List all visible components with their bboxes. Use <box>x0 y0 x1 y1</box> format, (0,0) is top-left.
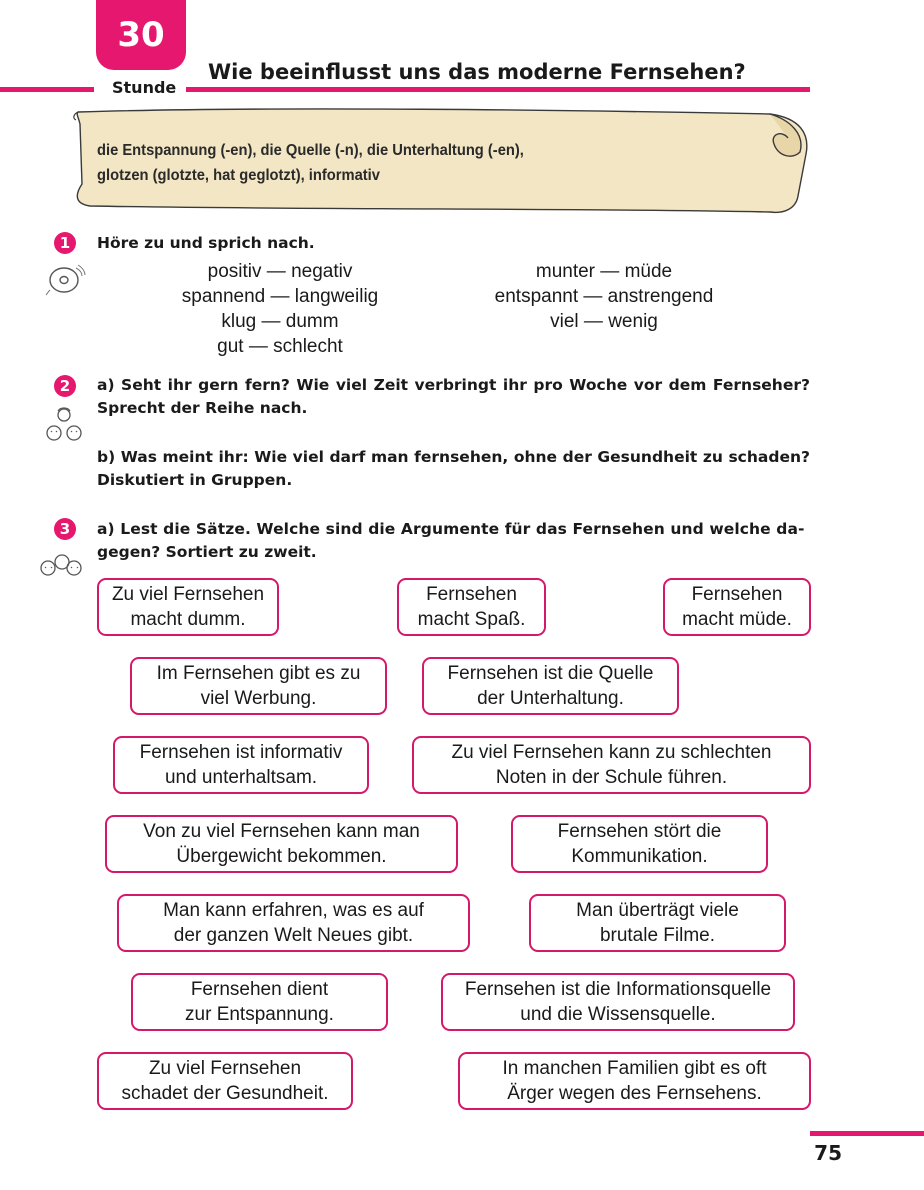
exercise-3a-instruction <box>97 518 810 564</box>
sentence-card[interactable]: Fernsehen ist die Quelle der Unterhaltung. <box>422 657 679 715</box>
vocabulary-line-2: glotzen (glotzte, hat geglotzt), informativ <box>97 167 380 184</box>
word-pairs-left <box>130 259 430 359</box>
word-pair: spannend — langweilig <box>181 286 379 307</box>
word-pair: entspannt — anstrengend <box>494 286 714 307</box>
exercise-3a-line-2: gegen? Sortiert zu zweit. <box>97 543 317 561</box>
sentence-card[interactable]: Fernsehen stört die Kommunikation. <box>511 815 768 873</box>
exercise-2-number: 2 <box>54 375 76 397</box>
exercise-1-number: 1 <box>54 232 76 254</box>
group-talk-icon <box>36 548 86 580</box>
word-pairs-right <box>454 259 754 334</box>
word-pair: positiv — negativ <box>207 261 353 282</box>
sentence-card[interactable]: Zu viel Fernsehen macht dumm. <box>97 578 279 636</box>
lesson-label: Stunde <box>112 78 177 97</box>
sentence-card[interactable]: Zu viel Fernsehen schadet der Gesundheit. <box>97 1052 353 1110</box>
sentence-card[interactable]: Von zu viel Fernsehen kann man Übergewicht bekommen. <box>105 815 458 873</box>
word-pair: gut — schlecht <box>217 336 343 357</box>
sentence-card[interactable]: Zu viel Fernsehen kann zu schlechten Noten in der Schule führen. <box>412 736 811 794</box>
lesson-number: 30 <box>117 15 165 55</box>
sentence-card[interactable]: Im Fernsehen gibt es zu viel Werbung. <box>130 657 387 715</box>
sentence-card[interactable]: Fernsehen ist die Informationsquelle und die Wissensquelle. <box>441 973 795 1031</box>
header-rule-left <box>0 87 94 92</box>
page-title: Wie beeinflusst uns das moderne Fernsehen? <box>208 60 746 84</box>
word-pair: klug — dumm <box>221 311 339 332</box>
pair-talk-icon <box>40 405 90 445</box>
exercise-2b-instruction: b) Was meint ihr: Wie viel darf man fernsehen, ohne der Gesundheit zu schaden? Diskutiert in Gruppen. <box>97 448 810 489</box>
sentence-card[interactable]: Fernsehen macht müde. <box>663 578 811 636</box>
sentence-card[interactable]: In manchen Familien gibt es oft Ärger wegen des Fernsehens. <box>458 1052 811 1110</box>
page-number: 75 <box>814 1141 842 1165</box>
vocabulary-line-1: die Entspannung (-en), die Quelle (-n), die Unterhaltung (-en), <box>97 142 524 159</box>
word-pair: viel — wenig <box>550 311 658 332</box>
footer-rule <box>810 1131 924 1136</box>
sentence-card[interactable]: Fernsehen ist informativ und unterhaltsam. <box>113 736 369 794</box>
lesson-number-badge <box>96 0 186 70</box>
sentence-card[interactable]: Fernsehen dient zur Entspannung. <box>131 973 388 1031</box>
sentence-card[interactable]: Man kann erfahren, was es auf der ganzen Welt Neues gibt. <box>117 894 470 952</box>
exercise-3-number: 3 <box>54 518 76 540</box>
cd-icon <box>44 262 86 296</box>
sentence-card[interactable]: Man überträgt viele brutale Filme. <box>529 894 786 952</box>
header-rule-right <box>186 87 810 92</box>
exercise-2a-instruction: a) Seht ihr gern fern? Wie viel Zeit verbringt ihr pro Woche vor dem Fernseher? Sprecht der Reihe nach. <box>97 376 810 417</box>
vocabulary-list <box>97 138 723 188</box>
word-pair: munter — müde <box>535 261 673 282</box>
sentence-card[interactable]: Fernsehen macht Spaß. <box>397 578 546 636</box>
exercise-3a-line-1: a) Lest die Sätze. Welche sind die Argumente für das Fernsehen und welche da- <box>97 520 805 538</box>
exercise-1-instruction: Höre zu und sprich nach. <box>97 234 315 252</box>
